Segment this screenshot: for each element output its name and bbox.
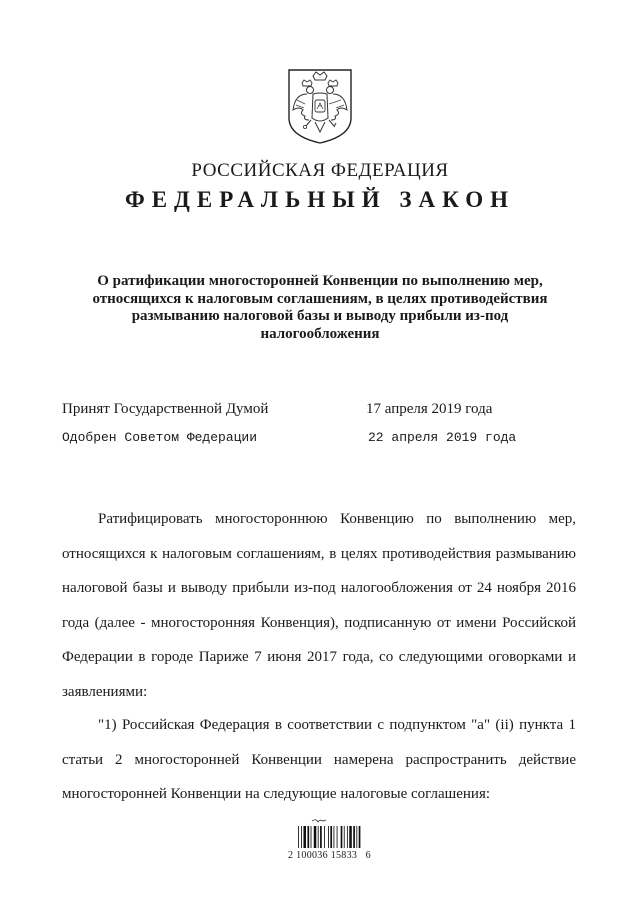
law-title: О ратификации многосторонней Конвенции по выполнению мер, относящихся к налоговым соглашениям, в целях противодействия размыванию налоговой базы и выводу прибыли из-под налогообложения [92, 273, 548, 342]
body-paragraph-reservation-1: "1) Российская Федерация в соответствии с подпунктом "a" (ii) пункта 1 статьи 2 многосторонней Конвенции намерена распространить действие многосторонней Конвенции на следующие налоговые соглашения: [62, 717, 576, 802]
council-approval-label: Одобрен Советом Федерации [62, 430, 258, 445]
coat-of-arms-icon [285, 66, 355, 146]
body-paragraph-ratification: Ратифицировать многостороннюю Конвенцию по выполнению мер, относящихся к налоговым соглашениям, в целях противодействия размыванию налоговой базы и выводу прибыли из-под налогообложения от 24 ноября 2016 года (далее - многосторонняя Конвенция), подписанную от имени Российской Федерации в городе Париже 7 июня 2017 года, со следующими оговорками и заявлениями: [62, 511, 576, 700]
law-type-heading: ФЕДЕРАЛЬНЫЙ ЗАКОН [124, 187, 516, 212]
council-approval-date: 22 апреля 2019 года [368, 430, 517, 445]
duma-adoption-date: 17 апреля 2019 года [366, 401, 493, 417]
duma-adoption-label: Принят Государственной Думой [62, 401, 269, 417]
country-heading: РОССИЙСКАЯ ФЕДЕРАЦИЯ [191, 160, 449, 181]
barcode-number: 2 100036 15833 6 [288, 850, 371, 861]
